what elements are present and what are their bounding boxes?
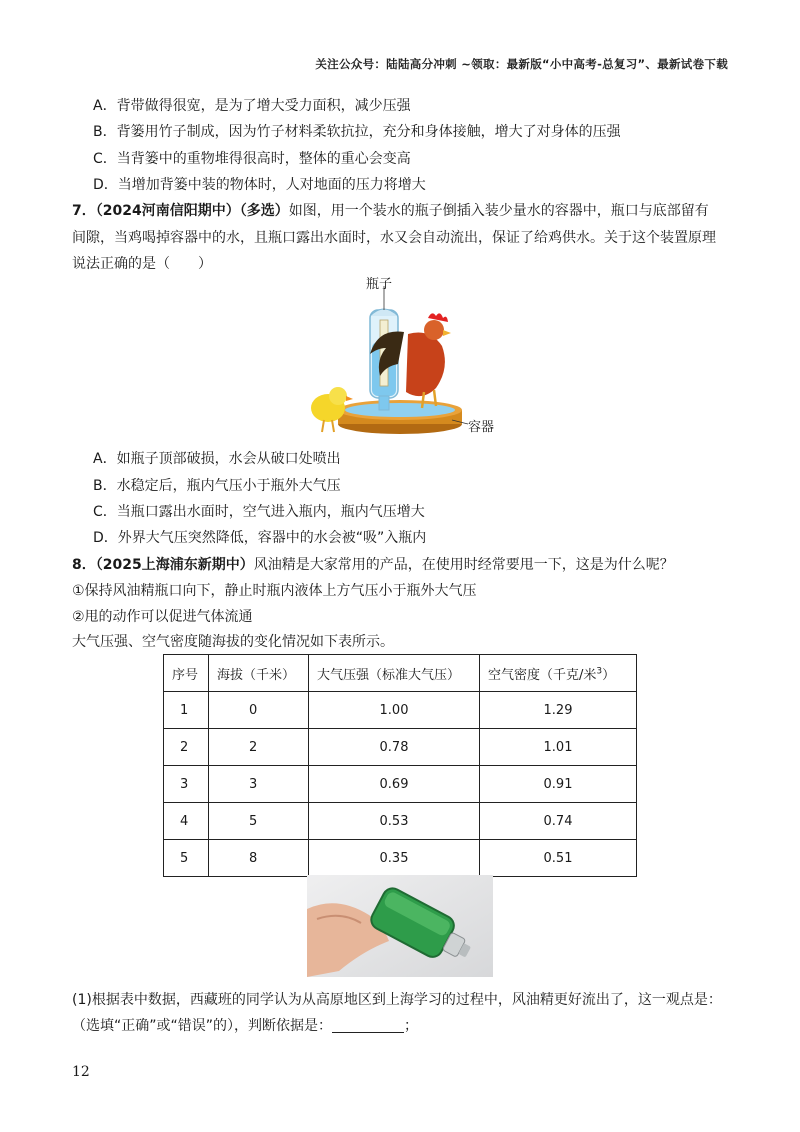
table-header-cell — [480, 655, 637, 692]
table-cell: 0 — [209, 692, 309, 729]
answer-blank[interactable] — [332, 1018, 404, 1033]
chick-head — [329, 387, 347, 405]
density-header-close: ） — [602, 667, 616, 683]
table-cell: 0.35 — [309, 840, 480, 877]
table-cell: 0.53 — [309, 803, 480, 840]
q6-option-c: C．当背篓中的重物堆得很高时，整体的重心会变高 — [93, 151, 411, 167]
q8-table-intro: 大气压强、空气密度随海拔的变化情况如下表所示。 — [72, 634, 394, 650]
page-number: 12 — [72, 1064, 90, 1080]
table-cell: 5 — [164, 840, 209, 877]
bottle-base — [370, 309, 398, 316]
q8-point-1: ①保持风油精瓶口向下，静止时瓶内液体上方气压小于瓶外大气压 — [72, 583, 477, 599]
figure-label-bottle: 瓶子 — [366, 277, 393, 292]
q7-option-d: D．外界大气压突然降低，容器中的水会被“吸”入瓶内 — [93, 530, 427, 546]
header-note: 关注公众号：陆陆高分冲刺 ~领取：最新版“小中高考-总复习”、最新试卷下载 — [315, 57, 728, 71]
dish-water — [345, 403, 455, 417]
table-row — [164, 840, 637, 877]
table-cell: 0.78 — [309, 729, 480, 766]
figure-label-container: 容器 — [468, 420, 495, 435]
table-header-row — [164, 655, 637, 692]
q8-point-2: ②甩的动作可以促进气体流通 — [72, 609, 253, 625]
q6-option-a: A．背带做得很宽，是为了增大受力面积，减少压强 — [93, 98, 411, 114]
q6-option-b: B．背篓用竹子制成，因为竹子材料柔软抗拉，充分和身体接触，增大了对身体的压强 — [93, 124, 621, 140]
table-header-cell: 序号 — [164, 655, 209, 692]
density-header-sup: 3 — [596, 666, 603, 677]
q7-stem-text: 如图，用一个装水的瓶子倒插入装少量水的容器中，瓶口与底部留有 — [288, 203, 709, 219]
q8-sub1-end: ； — [404, 1018, 419, 1034]
rooster-head — [424, 320, 444, 340]
table-header-cell: 大气压强（标准大气压） — [309, 655, 480, 692]
density-header-text: 空气密度（千克/米 — [488, 667, 597, 683]
table-cell: 3 — [164, 766, 209, 803]
q7-option-a: A．如瓶子顶部破损，水会从破口处喷出 — [93, 451, 341, 467]
q8-number: 8． — [72, 557, 96, 573]
q7-option-b: B．水稳定后，瓶内气压小于瓶外大气压 — [93, 478, 341, 494]
table-row — [164, 766, 637, 803]
q7-option-c: C．当瓶口露出水面时，空气进入瓶内，瓶内气压增大 — [93, 504, 425, 520]
table-cell: 0.69 — [309, 766, 480, 803]
bottle-neck — [379, 396, 389, 410]
q7-number: 7． — [72, 203, 96, 219]
q8-stem — [72, 555, 674, 575]
altitude-pressure-table — [163, 654, 637, 877]
table-cell: 5 — [209, 803, 309, 840]
table-cell: 0.51 — [480, 840, 637, 877]
q7-stem-line2: 间隙，当鸡喝掉容器中的水，且瓶口露出水面时，水又会自动流出，保证了给鸡供水。关于这个装置原理 — [72, 230, 716, 246]
rooster-body — [406, 333, 445, 397]
table-cell: 0.74 — [480, 803, 637, 840]
table-cell: 1.00 — [309, 692, 480, 729]
q7-stem-line1 — [72, 201, 709, 221]
table-header-cell: 海拔（千米） — [209, 655, 309, 692]
chicken-waterer-figure — [300, 272, 500, 442]
table-cell: 2 — [164, 729, 209, 766]
table-cell: 8 — [209, 840, 309, 877]
q8-sub1-line2 — [72, 1016, 418, 1036]
q6-option-d: D．当增加背篓中装的物体时，人对地面的压力将增大 — [93, 177, 426, 193]
table-cell: 3 — [209, 766, 309, 803]
table-cell: 1 — [164, 692, 209, 729]
q8-sub1-line1: (1)根据表中数据，西藏班的同学认为从高原地区到上海学习的过程中，风油精更好流出了，这一观点是： — [72, 992, 722, 1008]
table-row — [164, 729, 637, 766]
table-cell: 2 — [209, 729, 309, 766]
table-cell: 1.29 — [480, 692, 637, 729]
oil-bottle-photo — [307, 875, 493, 977]
table-cell: 1.01 — [480, 729, 637, 766]
q7-stem-line3: 说法正确的是（ ） — [72, 256, 212, 272]
q7-source: （2024河南信阳期中）（多选） — [95, 203, 289, 219]
table-row — [164, 692, 637, 729]
q8-stem-text: 风油精是大家常用的产品，在使用时经常要甩一下，这是为什么呢？ — [253, 557, 674, 573]
rooster-beak — [443, 330, 451, 336]
table-row — [164, 803, 637, 840]
chick-beak — [346, 396, 353, 401]
table-cell: 4 — [164, 803, 209, 840]
q8-sub1-prompt: （选填“正确”或“错误”的），判断依据是： — [72, 1018, 333, 1034]
q8-source: （2025上海浦东新期中） — [95, 557, 254, 573]
table-cell: 0.91 — [480, 766, 637, 803]
